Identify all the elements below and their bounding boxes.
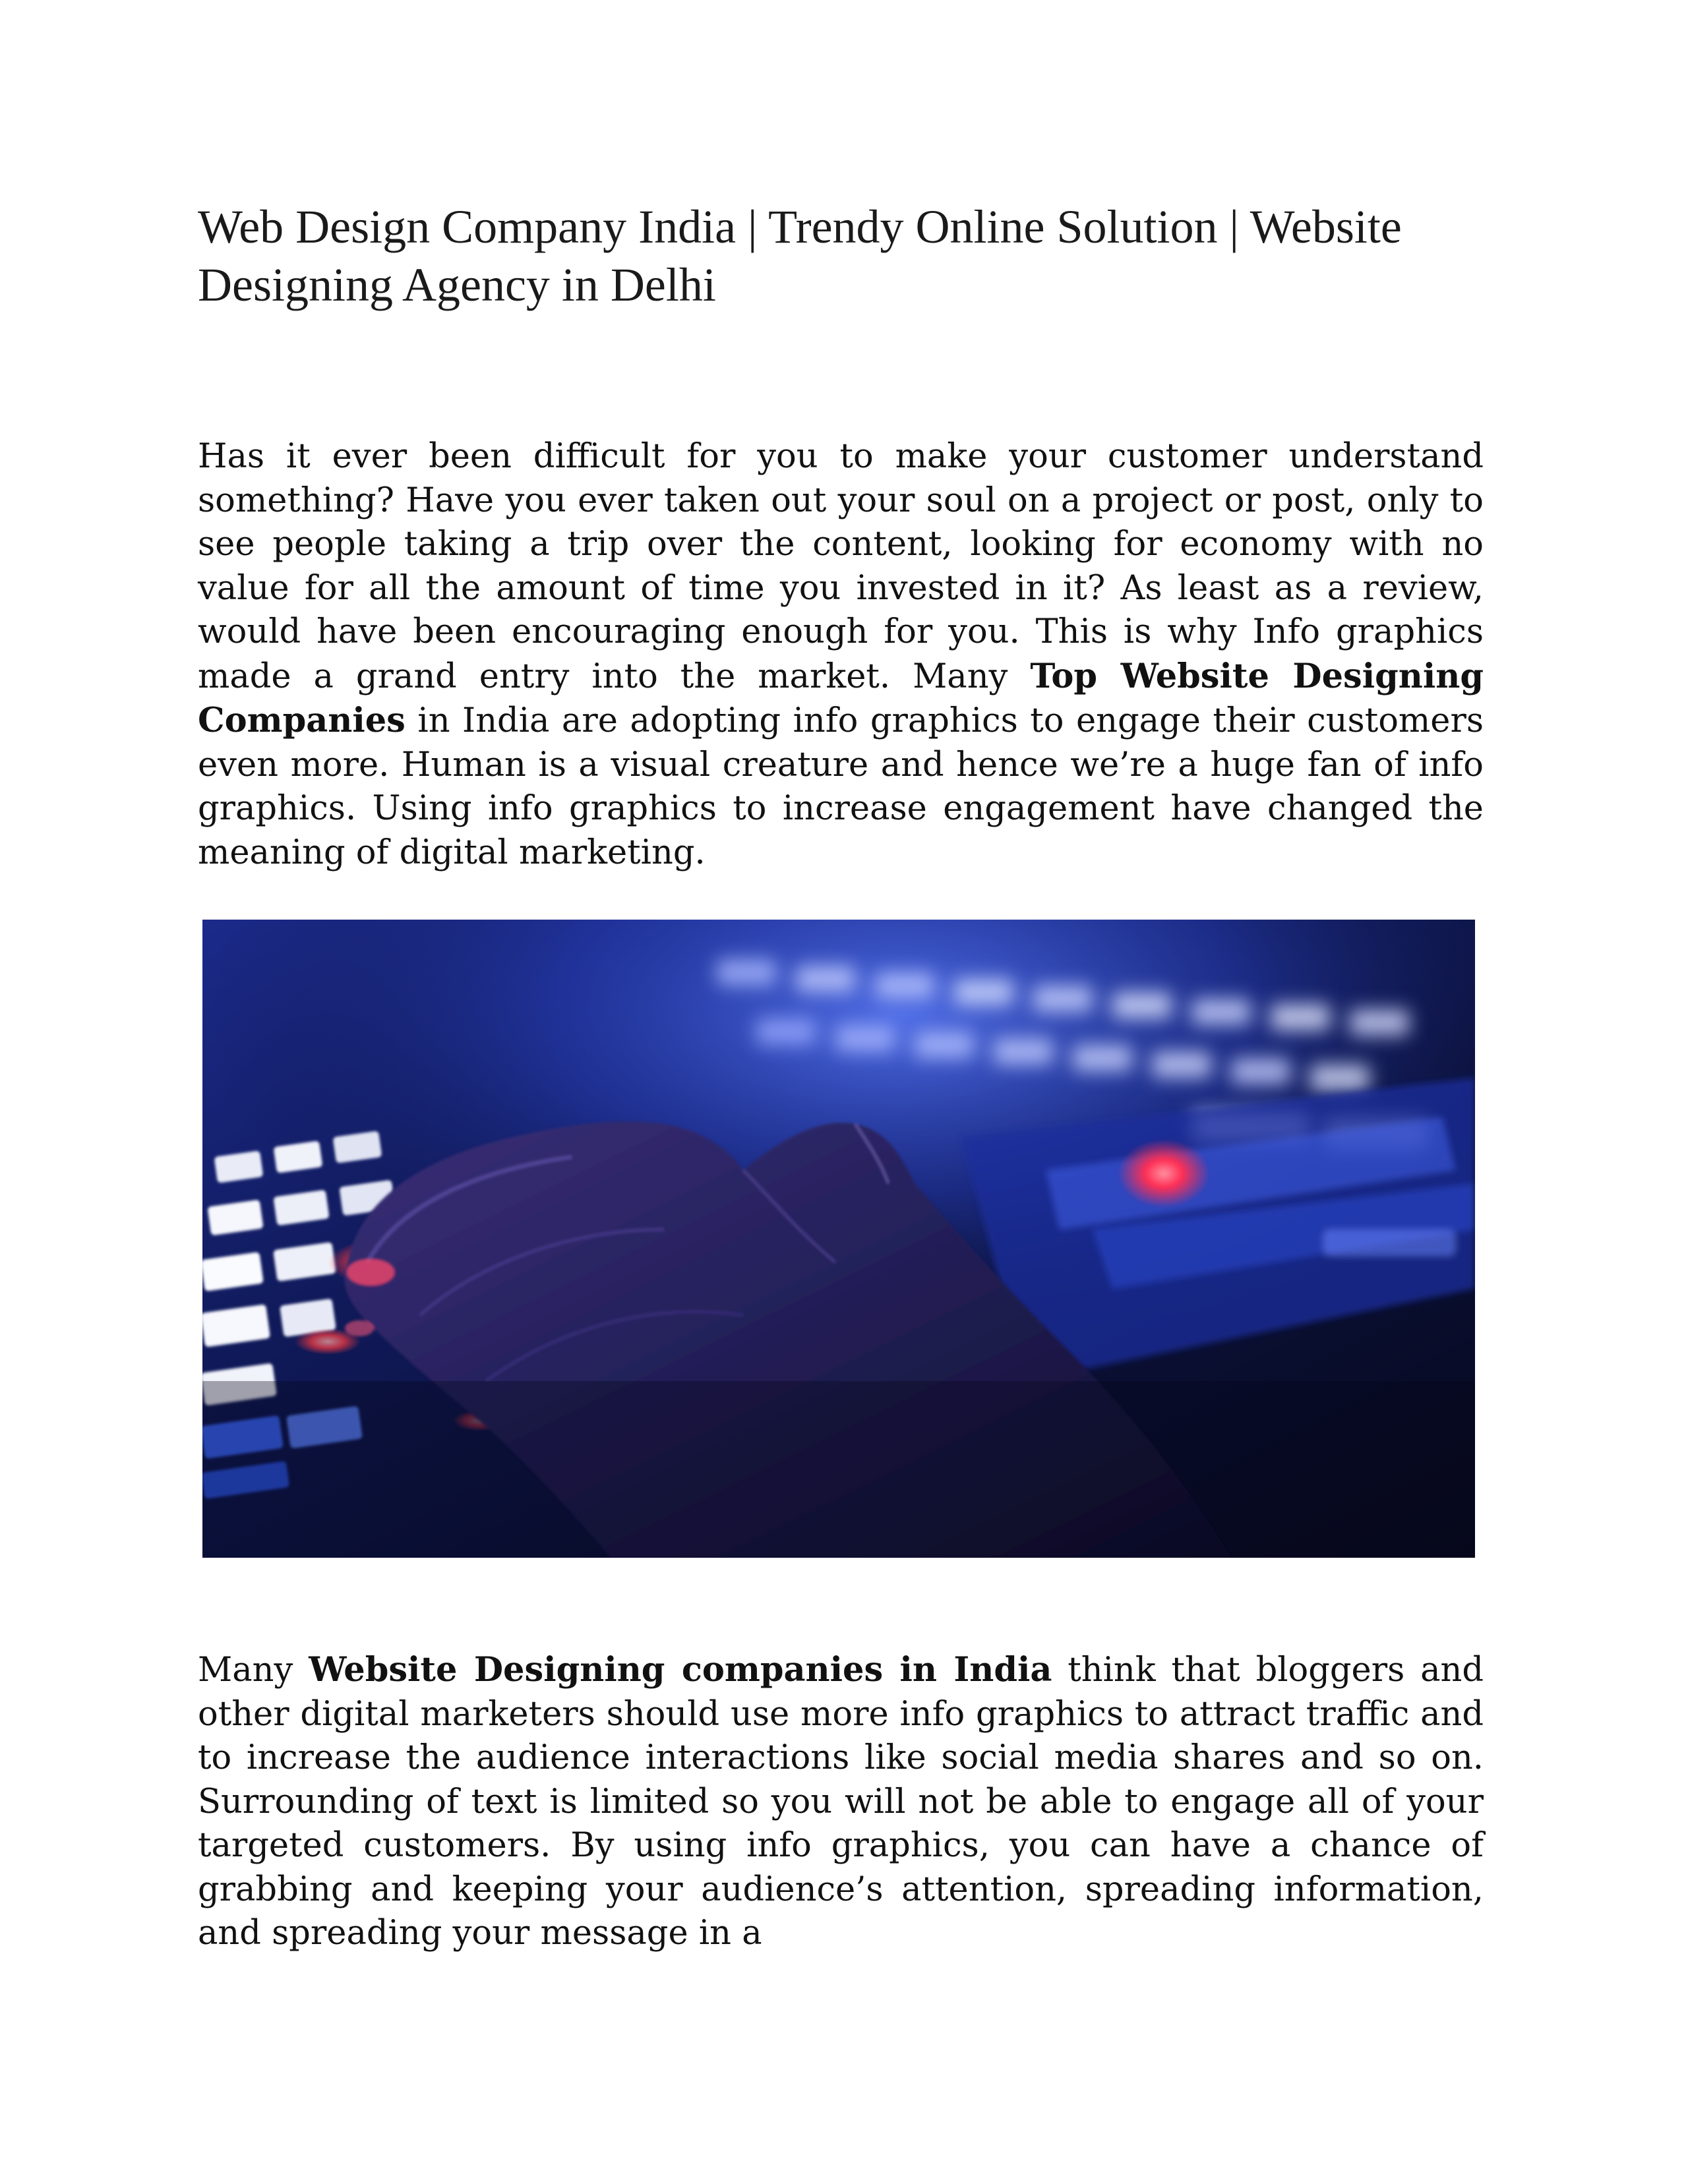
photo-illustration [202, 920, 1475, 1558]
intro-text-start: Has it ever been difficult for you to make your customer understand something? Have you ever taken out your soul on a project or post, only to see people taking a trip over the content, looking for economy with no value for all the amount of time you invested in it? As least as a review, would have been encouraging enough for you. This is why Info graphics made a grand entry into the market. Many [198, 437, 1484, 696]
keyboard-hand-photo [202, 920, 1475, 1558]
intro-text-end: in India are adopting info graphics to engage their customers even more. Human is a visual creature and hence we’re a huge fan of info graphics. Using info graphics to increase engagement have changed the meaning of digital marketing. [198, 701, 1484, 872]
second-text-start: Many [198, 1651, 309, 1690]
intro-paragraph [198, 435, 1484, 875]
second-bold-phrase: Website Designing companies in India [309, 1650, 1052, 1690]
second-paragraph [198, 1648, 1484, 1956]
intro-bold-phrase: Top Website Designing Companies [198, 656, 1484, 740]
second-text-end: think that bloggers and other digital marketers should use more info graphics to attract traffic and to increase the audience interactions like social media shares and so on. Surrounding of text is limited so you will not be able to engage all of your targeted customers. By using info graphics, you can have a chance of grabbing and keeping your audience’s attention, spreading information, and spreading your message in a [198, 1651, 1484, 1953]
document-title: Web Design Company India | Trendy Online Solution | Website Designing Agency in Delhi [198, 200, 1402, 311]
